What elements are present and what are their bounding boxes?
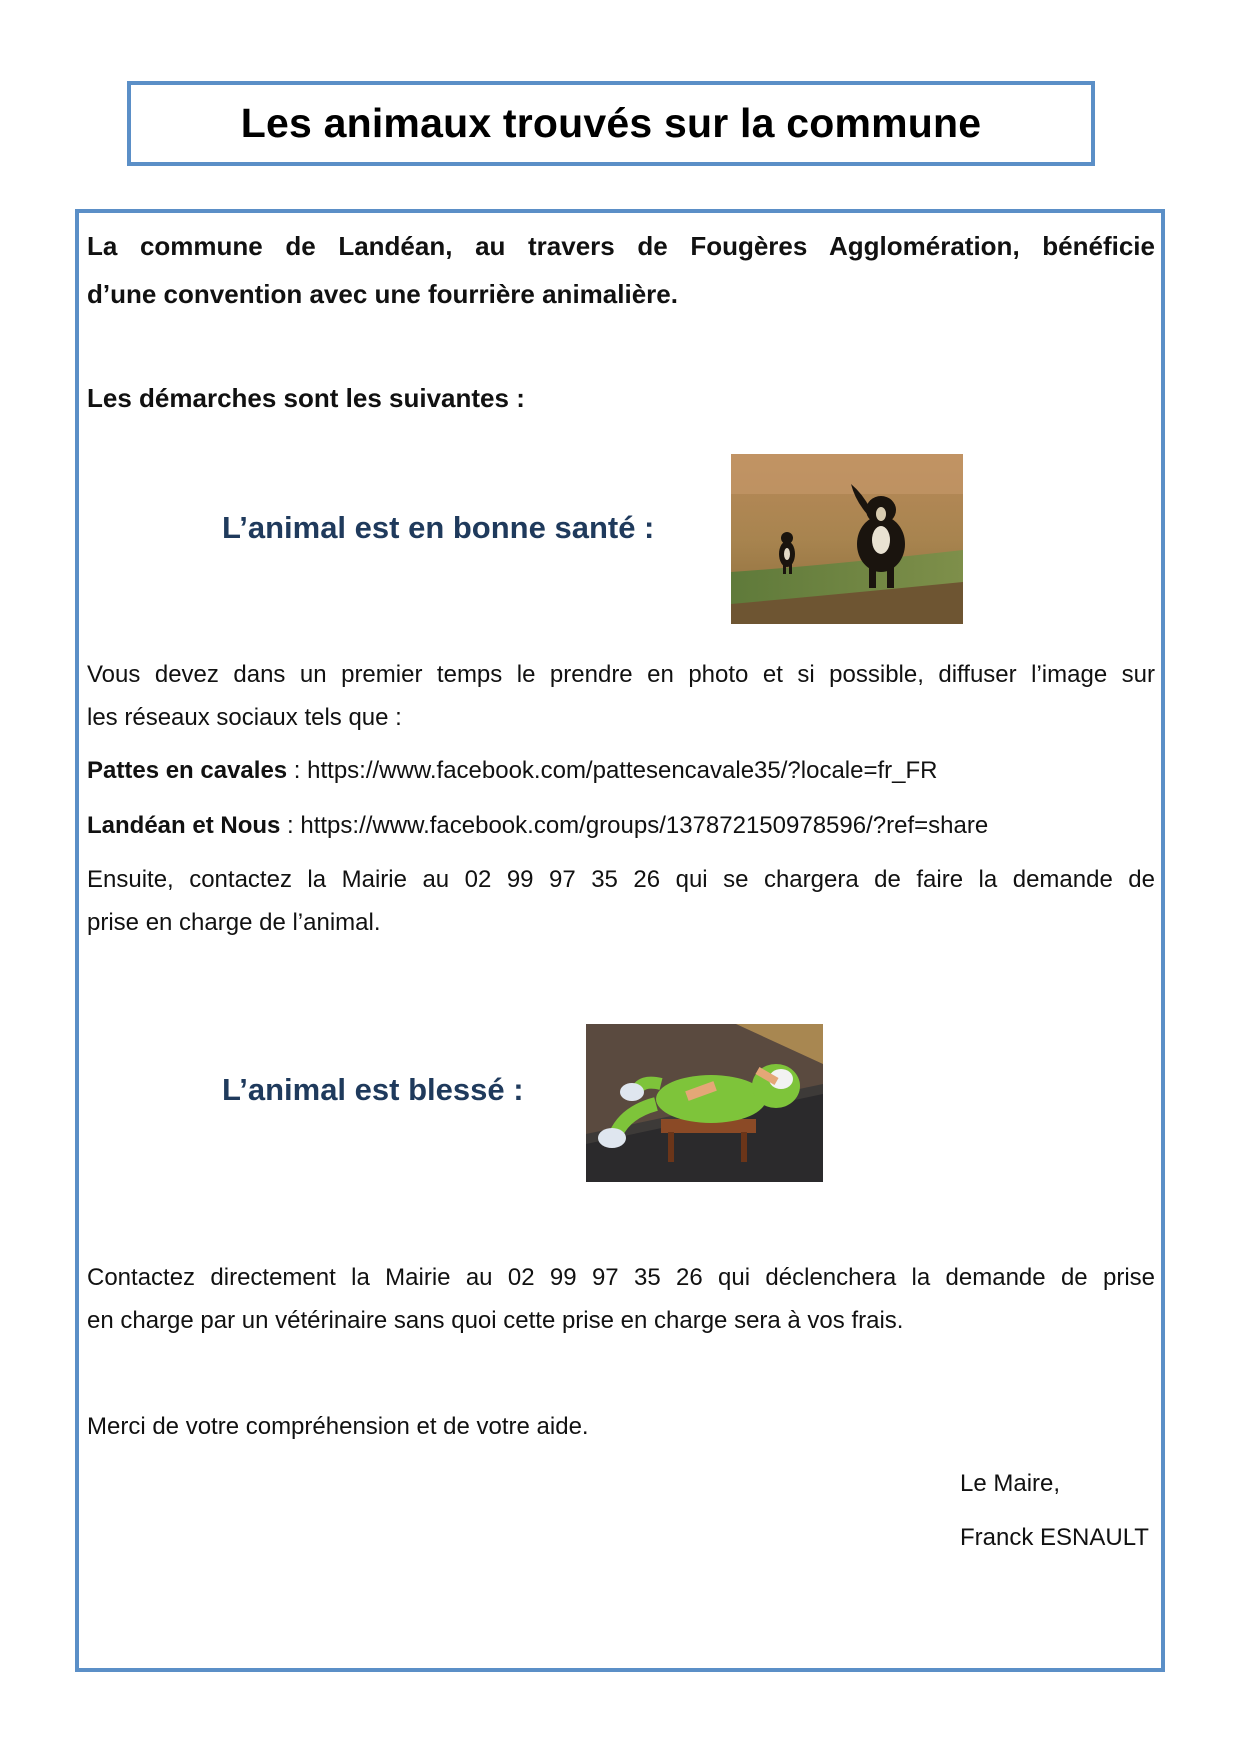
link-url[interactable]: : https://www.facebook.com/pattesencavale35/?locale=fr_FR (287, 757, 938, 784)
instructions-paragraph (87, 653, 1155, 739)
link-pattes-en-cavales (87, 749, 1155, 792)
injured-line-2: en charge par un vétérinaire sans quoi cette prise en charge sera à vos frais. (87, 1307, 904, 1334)
dog-cat-photo (731, 454, 963, 624)
page-title: Les animaux trouvés sur la commune (240, 100, 982, 146)
signature-role: Le Maire, (960, 1470, 1061, 1497)
signature-name: Franck ESNAULT (960, 1524, 1149, 1551)
injured-toy-photo (586, 1024, 823, 1182)
closing-text: Merci de votre compréhension et de votre aide. (87, 1413, 589, 1440)
instructions-line-2: les réseaux sociaux tels que : (87, 704, 402, 731)
contact-line-1: Ensuite, contactez la Mairie au 02 99 97 35 26 qui se chargera de faire la demande de (87, 866, 1155, 893)
steps-title: Les démarches sont les suivantes : (87, 383, 525, 413)
intro-line-2: d’une convention avec une fourrière animalière. (87, 279, 678, 309)
title-box (127, 81, 1095, 166)
contact-paragraph (87, 858, 1155, 944)
injured-heading: L’animal est blessé : (222, 1072, 524, 1107)
link-label: Pattes en cavales (87, 757, 288, 784)
link-url[interactable]: : https://www.facebook.com/groups/137872150978596/?ref=share (280, 812, 989, 839)
contact-line-2: prise en charge de l’animal. (87, 909, 381, 936)
injured-paragraph (87, 1256, 1155, 1342)
link-label: Landéan et Nous (87, 812, 281, 839)
injured-line-1: Contactez directement la Mairie au 02 99 97 35 26 qui déclenchera la demande de prise (87, 1264, 1155, 1291)
link-landean-et-nous (87, 804, 1155, 847)
intro-paragraph (87, 222, 1155, 318)
intro-line-1: La commune de Landéan, au travers de Fougères Agglomération, bénéficie (87, 231, 1155, 261)
instructions-line-1: Vous devez dans un premier temps le prendre en photo et si possible, diffuser l’image sur (87, 661, 1155, 688)
healthy-heading: L’animal est en bonne santé : (222, 510, 655, 545)
